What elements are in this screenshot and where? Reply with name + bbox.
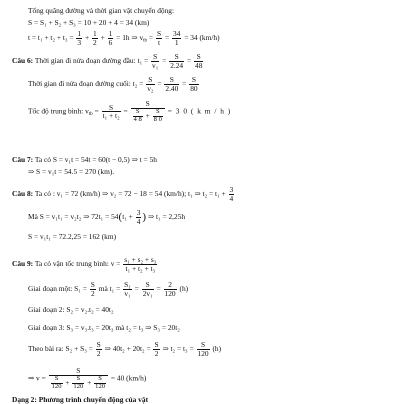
- question-6-line-2: Thời gian đi nửa đoạn đường cuối: t₂ = $\frac{S}{\text{v₂}}$ = $\frac{S}{2.40}$ = $\frac{S}{80}$: [28, 75, 198, 93]
- text-line: Tổng quãng đường và thời gian vật chuyển động:: [28, 6, 175, 15]
- question-8-line-3: S = v₁t₁ = 72.2,25 = 162 (km): [28, 232, 117, 241]
- question-8-line-1: Câu 8: Ta có : v₁ = 72 (km/h) ⇒ v₂ = 72 − 18 = 54 (km/h); t₁ ⇒ t₂ = t₁ + $\frac{3}{4}$: [12, 185, 234, 203]
- question-6-line-1: Câu 6: Thời gian đi nửa đoạn đường đầu: t₁ = $\frac{S}{\text{v₁}}$ = $\frac{S}{2.24}$ = $\frac{S}{48}$: [12, 52, 203, 70]
- question-9-line-2: Giai đoạn một: S₁ = $\frac{S}{2}$ mà t₁ = $\frac{\text{S₁}}{\text{v₁}}$ = $\frac{S}{\text{2v₁}}$ = $\frac{2}{120}$ (h): [28, 280, 189, 298]
- text-line: S = S₁ + S₂ + S₃ = 10 + 20 + 4 = 34 (km): [28, 18, 150, 27]
- question-9-line-6: ⇒ v = S $\frac{S}{120}$ + $\frac{S}{120}$ + $\frac{S}{120}$ = 40 (km/h): [28, 366, 147, 390]
- question-9-line-3: Giai đoạn 2: S₂ = v₂.t₂ = 40t₂: [28, 305, 114, 314]
- question-9-line-1: Câu 9: Ta có vận tốc trung bình: v = $\frac{\text{s₁ + s₂ + s₃}}{\text{t₁ + t₂ + t₃}}$: [12, 255, 157, 273]
- question-8-line-2: Mà S = v₁t₁ = v₂t₂ ⇒ 72t₁ = 54(t₁ + $\frac{3}{4}$ ) ⇒ t₁ = 2,25h: [28, 208, 186, 226]
- question-7-line-2: ⇒ S = v₁t = 54.5 = 270 (km).: [28, 167, 115, 176]
- question-9-line-5: Theo bài ra: S₂ + S₃ = $\frac{S}{2}$ ⇒ 40t₂ + 20t₂ = $\frac{S}{2}$ ⇒ t₂ = t₃ = $\frac{S}{120}$ (h): [28, 340, 222, 358]
- question-7-line-1: Câu 7: Ta có S = v₁t = 54t = 60(t − 0,5) ⇒ t = 5h: [12, 155, 157, 164]
- question-6-line-3: Tốc độ trung bình: $v_{tb}$ = $\frac{S}{\text{t₁ + t₂}}$ = S $\frac{S}{4 8}$ + $\frac{S}{8 0}$ = 3 0 ( k m / h ): [28, 99, 232, 123]
- equation-line: t = t₁ + t₂ + t₃ = $\frac{1}{3}$ + $\frac{1}{2}$ + $\frac{1}{6}$ = 1h ⇒ $v_{tb}$ = $\frac{S}{t}$ = $\frac{34}{1}$ = 34 (km/h): [28, 29, 220, 47]
- question-9-line-4: Giai đoạn 3: S₃ = v₃.t₃ = 20t₃ mà t₂ = t₃ ⇒ S₃ = 20t₂: [28, 323, 180, 332]
- section-heading: Dạng 2: Phương trình chuyển động của vật: [12, 395, 149, 404]
